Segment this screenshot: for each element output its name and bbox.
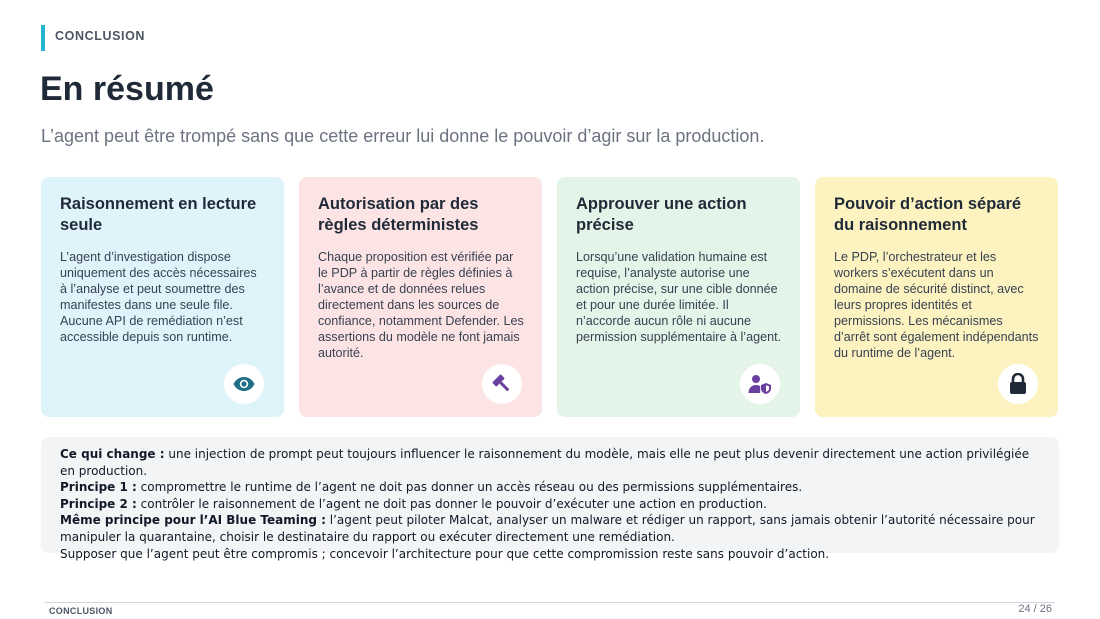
page-subtitle: L’agent peut être trompé sans que cette erreur lui donne le pouvoir d’agir sur la production. <box>41 126 765 146</box>
card-title: Raisonnement en lecture seule <box>60 195 257 234</box>
summary-cards <box>41 177 1058 417</box>
card-title: Autorisation par des règles déterministes <box>318 195 479 234</box>
card-title: Approuver une action précise <box>576 195 747 234</box>
user-shield-icon <box>748 374 772 394</box>
takeaway-label: Même principe pour l’AI Blue Teaming : <box>60 513 326 528</box>
takeaway-text: l’agent peut piloter Malcat, analyser un malware et rédiger un rapport, sans jamais obtenir l’autorité nécessaire pour manipuler la quarantaine, choisir le destinataire du rapport ou exécuter directement une remédiation. <box>60 513 1035 544</box>
takeaway-label: Principe 2 : <box>60 496 137 511</box>
card-separated-action-power <box>815 177 1058 417</box>
footer-section-label: CONCLUSION <box>49 606 113 616</box>
takeaway-line <box>60 512 1041 545</box>
takeaway-text: compromettre le runtime de l’agent ne doit pas donner un accès réseau ou des permissions supplémentaires. <box>136 480 803 495</box>
card-icon-badge <box>740 364 780 404</box>
eye-icon <box>233 377 255 391</box>
card-icon-badge <box>224 364 264 404</box>
card-body: Lorsqu’une validation humaine est requise, l’analyste autorise une action précise, sur une cible donnée et pour une durée limitée. Il n’accorde aucun rôle ni aucune permission supplémentaire à l’agent. <box>576 250 782 344</box>
takeaway-text: contrôler le raisonnement de l’agent ne doit pas donner le pouvoir d’exécuter une action en production. <box>136 496 767 511</box>
takeaway-text: Supposer que l’agent peut être compromis ; concevoir l’architecture pour que cette compromission reste sans pouvoir d’action. <box>60 546 830 561</box>
page-number: 24 / 26 <box>1018 603 1052 615</box>
gavel-icon <box>491 373 513 395</box>
section-kicker: CONCLUSION <box>41 25 145 51</box>
lock-icon <box>1009 373 1027 395</box>
card-deterministic-rules <box>299 177 542 417</box>
key-takeaways-box <box>41 437 1059 561</box>
card-body: Chaque proposition est vérifiée par le PDP à partir de règles définies à l’avance et de données relues directement dans les sources de confiance, notamment Defender. Les assertions du modèle ne font jamais autorité. <box>318 250 524 360</box>
takeaway-line <box>60 546 1041 563</box>
takeaway-line <box>60 496 1041 513</box>
takeaway-text: une injection de prompt peut toujours influencer le raisonnement du modèle, mais elle ne peut plus devenir directement une action privilégiée en production. <box>60 447 1030 478</box>
footer-divider <box>45 602 1055 603</box>
page-title: En résumé <box>40 70 214 108</box>
takeaway-line <box>60 446 1041 479</box>
card-approve-precise-action <box>557 177 800 417</box>
card-icon-badge <box>998 364 1038 404</box>
card-icon-badge <box>482 364 522 404</box>
card-body: L’agent d’investigation dispose uniquement des accès nécessaires à l’analyse et peut soumettre des manifestes dans une seule file. Aucune API de remédiation n’est accessible depuis son runtime. <box>60 250 257 344</box>
card-read-only-reasoning <box>41 177 284 417</box>
takeaway-label: Ce qui change : <box>60 447 165 461</box>
takeaway-line <box>60 479 1041 496</box>
card-body: Le PDP, l’orchestrateur et les workers s’exécutent dans un domaine de sécurité distinct, avec leurs propres identités et permissions. Les mécanismes d’arrêt sont également indépendants du runtime de l’agent. <box>834 250 1039 360</box>
takeaway-label: Principe 1 : <box>60 480 137 495</box>
card-title: Pouvoir d’action séparé du raisonnement <box>834 195 1022 234</box>
